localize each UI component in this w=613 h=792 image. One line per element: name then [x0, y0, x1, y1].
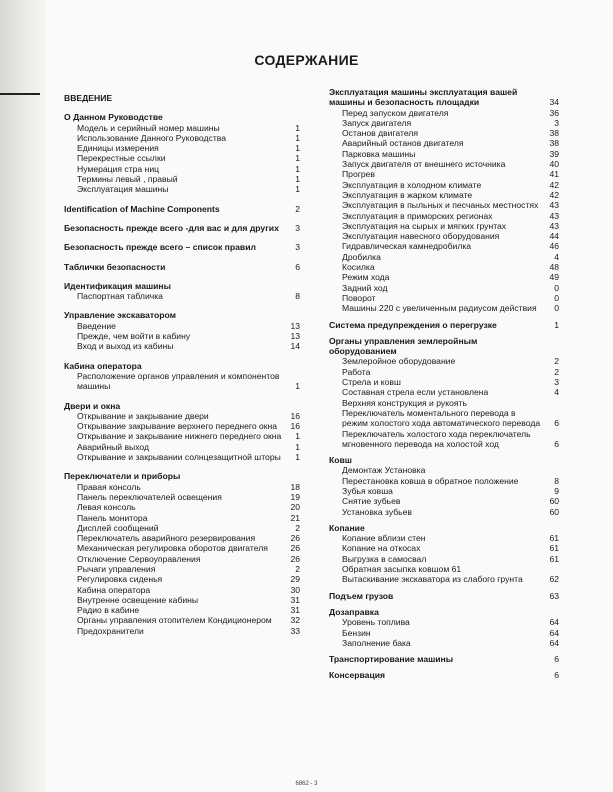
toc-entry[interactable]	[64, 133, 300, 143]
toc-section	[329, 607, 559, 648]
section-title: Ковш	[329, 455, 352, 466]
entry-page: 3	[554, 117, 559, 128]
entry-title: Панель переключателей освещения	[77, 491, 222, 502]
entry-title: Останов двигателя	[342, 128, 418, 139]
entry-page: 64	[549, 637, 559, 648]
toc-entry[interactable]	[64, 574, 300, 584]
entry-page: 8	[554, 475, 559, 486]
entry-page: 33	[290, 625, 300, 636]
toc-entry[interactable]	[64, 492, 300, 502]
entry-title: Обратная засыпка ковшом 61	[342, 564, 462, 575]
toc-section	[329, 670, 559, 680]
toc-entry[interactable]	[329, 387, 559, 397]
toc-entry[interactable]	[64, 442, 300, 452]
toc-section-heading[interactable]	[329, 320, 559, 330]
entry-page: 8	[295, 291, 300, 302]
entry-title: Открывание и закрывании солнцезащитной шторы	[77, 452, 281, 463]
entry-page: 2	[295, 563, 300, 574]
entry-title: Эксплуатация на сырых и мягких грунтах	[342, 220, 507, 231]
entry-title: Переключатель моментального перевода в режим холостого хода автоматического перевода	[342, 407, 541, 429]
toc-entry[interactable]	[64, 533, 300, 543]
toc-entry[interactable]	[64, 123, 300, 133]
entry-title: Запуск двигателя от внешнего источника	[342, 159, 506, 170]
entry-page: 64	[549, 627, 559, 638]
toc-entry[interactable]	[64, 153, 300, 163]
entry-title: Парковка машины	[342, 148, 416, 159]
entry-title: Нумерация стра ниц	[77, 163, 160, 174]
entry-title: Термины левый , правый	[77, 174, 178, 185]
toc-entry[interactable]	[329, 507, 559, 517]
toc-entry[interactable]	[329, 496, 559, 506]
toc-entry[interactable]	[64, 184, 300, 194]
toc-section-heading[interactable]	[64, 361, 300, 371]
toc-section-heading[interactable]	[329, 591, 559, 601]
toc-entry[interactable]	[64, 585, 300, 595]
entry-page: 2	[295, 522, 300, 533]
toc-entry[interactable]	[329, 283, 559, 293]
entry-title: Перед запуском двигателя	[342, 107, 449, 118]
entry-page: 4	[554, 251, 559, 262]
entry-title: Копание на откосах	[342, 543, 421, 554]
toc-entry[interactable]	[329, 398, 559, 408]
entry-title: Отключение Сервоуправления	[77, 553, 201, 564]
toc-entry[interactable]	[329, 262, 559, 272]
entry-title: Расположение органов управления и компонентов машины	[77, 370, 280, 392]
toc-section	[64, 310, 300, 351]
entry-page: 2	[554, 366, 559, 377]
entry-page: 38	[549, 128, 559, 139]
toc-entry[interactable]	[329, 159, 559, 169]
toc-section-heading[interactable]	[329, 654, 559, 664]
entry-page: 64	[549, 617, 559, 628]
section-page: 63	[549, 590, 559, 601]
toc-entry[interactable]	[329, 377, 559, 387]
toc-entry[interactable]	[329, 476, 559, 486]
toc-entry[interactable]	[329, 429, 559, 450]
toc-section	[64, 204, 300, 214]
toc-section-heading[interactable]	[329, 455, 559, 465]
toc-section	[329, 591, 559, 601]
entry-title: Режим хода	[342, 272, 390, 283]
entry-title: Гидравлическая камнедробилка	[342, 241, 472, 252]
toc-section	[329, 336, 559, 449]
entry-title: Стрела и ковш	[342, 377, 401, 388]
toc-section	[64, 93, 300, 103]
toc-section-heading[interactable]	[64, 262, 300, 272]
section-page: 3	[295, 242, 300, 253]
toc-entry[interactable]	[329, 293, 559, 303]
toc-entry[interactable]	[64, 452, 300, 462]
toc-section-heading[interactable]	[64, 223, 300, 233]
toc-left-column	[64, 93, 300, 645]
section-title: Органы управления землеройным оборудованием	[329, 335, 478, 357]
entry-page: 14	[290, 341, 300, 352]
entry-title: Заполнение бака	[342, 637, 411, 648]
entry-title: Составная стрела если установлена	[342, 387, 489, 398]
section-title: ВВЕДЕНИЕ	[64, 93, 113, 103]
entry-page: 1	[295, 452, 300, 463]
entry-page: 1	[295, 441, 300, 452]
entry-page: 48	[549, 262, 559, 273]
entry-title: Рычаги управления	[77, 563, 156, 574]
toc-entry[interactable]	[64, 143, 300, 153]
toc-entry[interactable]	[329, 486, 559, 496]
toc-section	[64, 471, 300, 636]
toc-section	[64, 361, 300, 392]
entry-title: Снятие зубьев	[342, 496, 401, 507]
toc-entry[interactable]	[329, 211, 559, 221]
toc-entry[interactable]	[64, 615, 300, 625]
section-page: 3	[295, 222, 300, 233]
toc-entry[interactable]	[329, 231, 559, 241]
entry-title: Землеройное оборудование	[342, 356, 456, 367]
section-title: Двери и окна	[64, 400, 121, 411]
entry-title: Поворот	[342, 292, 376, 303]
entry-title: Использование Данного Руководства	[77, 132, 226, 143]
toc-section	[329, 455, 559, 517]
entry-page: 61	[549, 543, 559, 554]
entry-title: Прогрев	[342, 169, 375, 180]
toc-section	[329, 87, 559, 314]
entry-page: 13	[290, 320, 300, 331]
entry-title: Аварийный останов двигателя	[342, 138, 464, 149]
entry-page: 4	[554, 387, 559, 398]
toc-entry[interactable]	[329, 564, 559, 574]
section-title: Безопасность прежде всего -для вас и для других	[64, 222, 279, 233]
toc-entry[interactable]	[64, 595, 300, 605]
toc-section	[64, 262, 300, 272]
toc-section	[329, 320, 559, 330]
entry-title: Механическая регулировка оборотов двигателя	[77, 543, 268, 554]
section-title: Переключатели и приборы	[64, 471, 181, 482]
toc-entry[interactable]	[329, 628, 559, 638]
section-title: Система предупреждения о перегрузке	[329, 319, 497, 330]
entry-page: 18	[290, 481, 300, 492]
section-title: Транспортирование машины	[329, 654, 454, 665]
entry-page: 38	[549, 138, 559, 149]
entry-title: Косилка	[342, 262, 375, 273]
toc-section-heading[interactable]	[329, 670, 559, 680]
entry-title: Эксплуатация в холодном климате	[342, 179, 482, 190]
toc-section	[64, 223, 300, 233]
toc-entry[interactable]	[329, 118, 559, 128]
page-title: СОДЕРЖАНИЕ	[254, 52, 359, 68]
toc-entry[interactable]	[329, 241, 559, 251]
entry-page: 60	[549, 496, 559, 507]
entry-page: 31	[290, 605, 300, 616]
entry-page: 19	[290, 491, 300, 502]
toc-entry[interactable]	[64, 174, 300, 184]
entry-title: Правая консоль	[77, 481, 141, 492]
entry-title: Предохранители	[77, 625, 144, 636]
toc-section	[64, 112, 300, 194]
entry-page: 31	[290, 594, 300, 605]
toc-section-heading[interactable]	[329, 523, 559, 533]
entry-page: 40	[549, 159, 559, 170]
section-page: 34	[549, 97, 559, 108]
toc-entry[interactable]	[64, 523, 300, 533]
entry-title: Переключатель аварийного резервирования	[77, 533, 256, 544]
toc-entry[interactable]	[329, 221, 559, 231]
page-edge-shadow	[0, 0, 46, 792]
toc-entry[interactable]	[64, 543, 300, 553]
entry-page: 1	[295, 431, 300, 442]
toc-entry[interactable]	[64, 626, 300, 636]
section-title: Управление экскаватором	[64, 310, 177, 321]
entry-title: Установка зубьев	[342, 506, 412, 517]
entry-title: Модель и серийный номер машины	[77, 122, 220, 133]
entry-page: 36	[549, 107, 559, 118]
toc-right-column	[329, 87, 559, 687]
toc-section-heading[interactable]	[64, 204, 300, 214]
entry-title: Панель монитора	[77, 512, 148, 523]
toc-entry[interactable]	[329, 180, 559, 190]
entry-title: Бензин	[342, 627, 371, 638]
entry-page: 1	[295, 122, 300, 133]
entry-title: Дисплей сообщений	[77, 522, 159, 533]
entry-page: 46	[549, 241, 559, 252]
entry-title: Перекрестные ссылки	[77, 153, 166, 164]
entry-page: 26	[290, 533, 300, 544]
toc-entry[interactable]	[329, 533, 559, 543]
entry-title: Эксплуатация в пыльных и песчаных местностях	[342, 200, 539, 211]
toc-section	[64, 401, 300, 463]
entry-page: 61	[549, 553, 559, 564]
entry-page: 1	[295, 381, 300, 392]
entry-page: 0	[554, 282, 559, 293]
section-title: Эксплуатация машины эксплуатация вашей машины и безопасность площадки	[329, 87, 518, 108]
toc-entry[interactable]	[329, 149, 559, 159]
entry-page: 43	[549, 200, 559, 211]
toc-section-heading[interactable]	[329, 336, 559, 357]
toc-entry[interactable]	[329, 200, 559, 210]
toc-entry[interactable]	[64, 164, 300, 174]
toc-entry[interactable]	[329, 554, 559, 564]
toc-entry[interactable]	[329, 367, 559, 377]
entry-page: 43	[549, 220, 559, 231]
entry-page: 1	[295, 143, 300, 154]
edge-rule	[0, 93, 40, 95]
entry-title: Прежде, чем войти в кабину	[77, 331, 191, 342]
toc-section-heading[interactable]	[64, 310, 300, 320]
toc-entry[interactable]	[329, 465, 559, 475]
entry-page: 20	[290, 502, 300, 513]
entry-title: Задний ход	[342, 282, 388, 293]
entry-title: Зубья ковша	[342, 485, 393, 496]
toc-entry[interactable]	[329, 303, 559, 313]
toc-entry[interactable]	[329, 169, 559, 179]
section-title: Консервация	[329, 670, 386, 681]
entry-page: 41	[549, 169, 559, 180]
section-title: О Данном Руководстве	[64, 112, 163, 123]
entry-page: 16	[290, 421, 300, 432]
entry-page: 6	[554, 418, 559, 429]
entry-page: 6	[554, 438, 559, 449]
entry-title: Органы управления отопителем Кондиционером	[77, 615, 272, 626]
entry-title: Эксплуатация навесного оборудования	[342, 231, 500, 242]
entry-page: 1	[295, 184, 300, 195]
toc-entry[interactable]	[329, 190, 559, 200]
toc-section-heading[interactable]	[64, 112, 300, 122]
entry-page: 9	[554, 485, 559, 496]
entry-page: 26	[290, 543, 300, 554]
entry-page: 39	[549, 148, 559, 159]
toc-section	[329, 523, 559, 585]
toc-entry[interactable]	[329, 128, 559, 138]
entry-title: Открывание и закрывание нижнего переднего окна	[77, 431, 282, 442]
entry-title: Верхняя конструкция и рукоять	[342, 397, 467, 408]
section-page: 6	[295, 261, 300, 272]
section-title: Дозаправка	[329, 606, 379, 617]
entry-title: Кабина оператора	[77, 584, 151, 595]
toc-entry[interactable]	[64, 482, 300, 492]
toc-section	[64, 281, 300, 302]
toc-entry[interactable]	[64, 371, 300, 392]
toc-entry[interactable]	[64, 321, 300, 331]
entry-title: Радио в кабине	[77, 605, 140, 616]
entry-title: Открывание и закрывание двери	[77, 410, 209, 421]
section-page: 6	[554, 670, 559, 681]
toc-section-heading[interactable]	[329, 87, 559, 108]
toc-section-heading[interactable]	[64, 471, 300, 481]
section-page: 6	[554, 654, 559, 665]
entry-title: Открывание закрывание верхнего переднего окна	[77, 421, 278, 432]
entry-page: 2	[554, 356, 559, 367]
entry-page: 3	[554, 377, 559, 388]
entry-page: 21	[290, 512, 300, 523]
toc-entry[interactable]	[329, 408, 559, 429]
entry-page: 1	[295, 132, 300, 143]
entry-title: Эксплуатация в приморских регионах	[342, 210, 493, 221]
toc-entry[interactable]	[329, 108, 559, 118]
toc-entry[interactable]	[64, 513, 300, 523]
entry-page: 1	[295, 174, 300, 185]
toc-entry[interactable]	[329, 638, 559, 648]
section-page: 2	[295, 203, 300, 214]
toc-section-heading[interactable]	[64, 93, 300, 103]
toc-entry[interactable]	[329, 574, 559, 584]
section-title: Копание	[329, 522, 365, 533]
toc-entry[interactable]	[64, 502, 300, 512]
section-title: Кабина оператора	[64, 360, 142, 371]
toc-section-heading[interactable]	[64, 401, 300, 411]
entry-page: 61	[549, 533, 559, 544]
entry-title: Дробилка	[342, 251, 381, 262]
toc-entry[interactable]	[64, 605, 300, 615]
entry-page: 43	[549, 210, 559, 221]
entry-page: 60	[549, 506, 559, 517]
entry-page: 1	[295, 163, 300, 174]
entry-title: Внутренне освещение кабины	[77, 594, 199, 605]
entry-page: 13	[290, 331, 300, 342]
entry-title: Работа	[342, 366, 371, 377]
entry-page: 62	[549, 574, 559, 585]
section-title: Таблички безопасности	[64, 261, 166, 272]
entry-title: Машины 220 с увеличенным радиусом действия	[342, 303, 537, 314]
toc-entry[interactable]	[64, 554, 300, 564]
entry-title: Перестановка ковша в обратное положение	[342, 475, 519, 486]
toc-entry[interactable]	[64, 431, 300, 441]
toc-entry[interactable]	[329, 252, 559, 262]
entry-title: Демонтаж Установка	[342, 465, 426, 476]
entry-page: 49	[549, 272, 559, 283]
toc-section	[329, 654, 559, 664]
toc-entry[interactable]	[329, 138, 559, 148]
toc-entry[interactable]	[64, 421, 300, 431]
section-title: Идентификация машины	[64, 280, 171, 291]
entry-title: Копание вблизи стен	[342, 533, 426, 544]
entry-title: Единицы измерения	[77, 143, 159, 154]
entry-title: Эксплуатация в жарком климате	[342, 189, 473, 200]
section-title: Identification of Machine Components	[64, 203, 220, 214]
toc-section-heading[interactable]	[64, 242, 300, 252]
entry-page: 16	[290, 410, 300, 421]
entry-title: Паспортная табличка	[77, 291, 163, 302]
toc-entry[interactable]	[64, 291, 300, 301]
entry-title: Вход и выход из кабины	[77, 341, 174, 352]
entry-title: Аварийный выход	[77, 441, 150, 452]
entry-page: 26	[290, 553, 300, 564]
entry-page: 0	[554, 303, 559, 314]
entry-page: 44	[549, 231, 559, 242]
entry-page: 1	[295, 153, 300, 164]
toc-entry[interactable]	[64, 331, 300, 341]
entry-title: Выгрузка в самосвал	[342, 553, 427, 564]
entry-page: 29	[290, 574, 300, 585]
entry-title: Уровень топлива	[342, 617, 410, 628]
toc-entry[interactable]	[64, 411, 300, 421]
page-number-footer: 6862 - 3	[295, 781, 318, 787]
toc-entry[interactable]	[329, 356, 559, 366]
toc-entry[interactable]	[64, 564, 300, 574]
toc-entry[interactable]	[329, 617, 559, 627]
entry-page: 32	[290, 615, 300, 626]
entry-title: Регулировка сиденья	[77, 574, 163, 585]
entry-page: 42	[549, 179, 559, 190]
section-title: Безопасность прежде всего – список правил	[64, 242, 256, 253]
entry-page: 0	[554, 292, 559, 303]
entry-page: 42	[549, 189, 559, 200]
toc-entry[interactable]	[64, 341, 300, 351]
toc-entry[interactable]	[329, 272, 559, 282]
entry-title: Переключатель холостого хода переключатель мгновенного перевода на холостой ход	[342, 428, 531, 449]
toc-section-heading[interactable]	[64, 281, 300, 291]
entry-page: 30	[290, 584, 300, 595]
entry-title: Эксплуатация машины	[77, 184, 169, 195]
entry-title: Левая консоль	[77, 502, 136, 513]
entry-title: Введение	[77, 320, 116, 331]
section-title: Подъем грузов	[329, 590, 394, 601]
entry-title: Запуск двигателя	[342, 117, 412, 128]
entry-title: Вытаскивание экскаватора из слабого грунта	[342, 574, 523, 585]
toc-entry[interactable]	[329, 543, 559, 553]
toc-section	[64, 242, 300, 252]
section-page: 1	[554, 319, 559, 330]
toc-section-heading[interactable]	[329, 607, 559, 617]
